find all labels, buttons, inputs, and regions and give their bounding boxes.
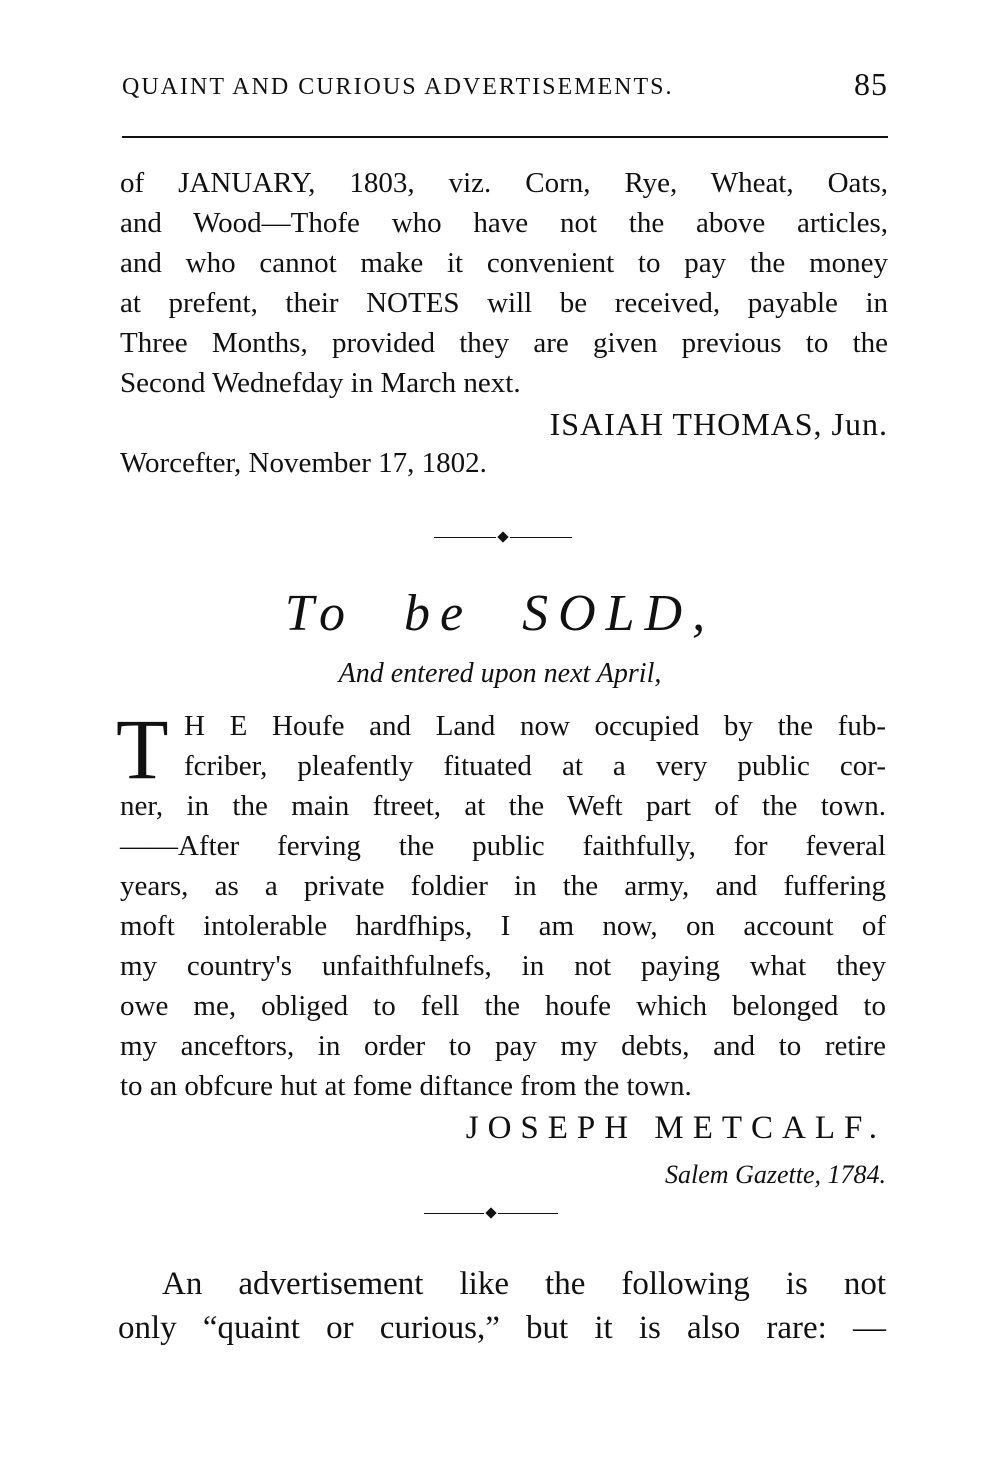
section-ornament <box>434 531 572 545</box>
text-line: Three Months, provided they are given previous to the <box>120 327 888 359</box>
header-rule <box>122 136 888 138</box>
text-line: my country's unfaithfulnefs, in not paying what they <box>120 950 886 982</box>
page-number: 85 <box>854 66 888 102</box>
text-line: An advertisement like the following is not <box>162 1266 886 1302</box>
running-title: QUAINT AND CURIOUS ADVERTISEMENTS. <box>122 74 674 100</box>
running-header <box>122 66 888 102</box>
advert-subtitle: And entered upon next April, <box>338 658 662 689</box>
text-line: years, as a private foldier in the army, and fuffering <box>120 870 886 902</box>
source-citation <box>120 1160 886 1190</box>
source-text: Salem Gazette, 1784. <box>665 1160 886 1189</box>
advert-title: To be SOLD, <box>284 585 716 642</box>
signature-metcalf: JOSEPH METCALF. <box>465 1110 886 1146</box>
text-line: my anceftors, in order to pay my debts, and to retire <box>120 1030 886 1062</box>
text-line: H E Houfe and Land now occupied by the fub- <box>184 710 886 742</box>
text-line: only “quaint or curious,” but it is also rare: — <box>118 1310 886 1346</box>
drop-cap: T <box>116 701 169 797</box>
text-line: of JANUARY, 1803, viz. Corn, Rye, Wheat, Oats, <box>120 167 888 199</box>
text-line: ——After ferving the public faithfully, for feveral <box>120 830 886 862</box>
text-line: owe me, obliged to fell the houfe which belonged to <box>120 990 886 1022</box>
dateline-worcester: Worcefter, November 17, 1802. <box>120 447 487 479</box>
closing-paragraph <box>118 1262 886 1350</box>
advert-thomas-body <box>120 163 888 403</box>
text-line: ner, in the main ftreet, at the Weft part of the town. <box>120 790 886 822</box>
advert-metcalf-body <box>120 706 886 1106</box>
text-line: fcriber, pleafently fituated at a very public cor- <box>184 750 886 782</box>
signature-thomas: ISAIAH THOMAS, Jun. <box>549 406 888 442</box>
text-line: to an obfcure hut at fome diftance from the town. <box>120 1070 692 1102</box>
text-line: at prefent, their NOTES will be received, payable in <box>120 287 888 319</box>
text-line: Second Wednefday in March next. <box>120 367 521 399</box>
section-ornament <box>424 1207 558 1221</box>
text-line: moft intolerable hardfhips, I am now, on account of <box>120 910 886 942</box>
text-line: and who cannot make it convenient to pay the money <box>120 247 888 279</box>
text-line: and Wood—Thofe who have not the above articles, <box>120 207 888 239</box>
